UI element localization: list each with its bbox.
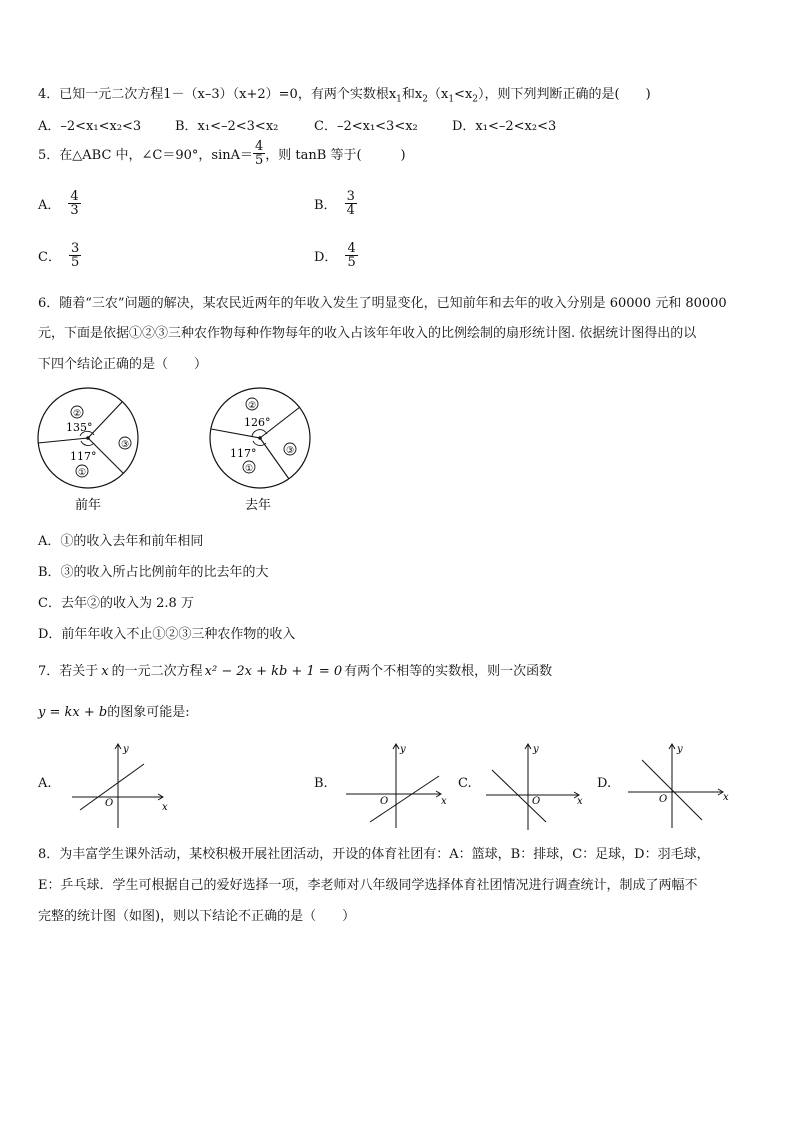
pie1-label-2: ②	[72, 409, 82, 419]
q6-option-d[interactable]: D．前年年收入不止①②③三种农作物的收入	[38, 627, 296, 642]
svg-text:O: O	[659, 794, 668, 805]
q6-option-c[interactable]: C．去年②的收入为 2.8 万	[38, 596, 194, 611]
pie-chart-last-year-before	[38, 388, 138, 513]
svg-text:y: y	[533, 744, 539, 755]
q5-fraction: $\frac{4}{5}$	[255, 139, 264, 168]
q4-option-d[interactable]: D．x₁<–2<x₂<3	[452, 119, 557, 134]
q6-number: 6．	[38, 296, 60, 311]
q5-stem: 5． 在△ABC 中，∠C＝90°，sinA＝ $\frac{4}{5}$ ，则 tanB 等于( )	[38, 139, 406, 168]
q7-stem-2: y = kx + b的图象可能是:	[38, 705, 190, 720]
q8-number: 8．	[38, 847, 60, 862]
q7-graph-a[interactable]	[66, 740, 176, 832]
pie-chart-last-year	[210, 388, 310, 513]
q7-graph-d[interactable]	[622, 740, 734, 832]
pie2-angle-top: 126°	[244, 416, 271, 429]
q6-option-b[interactable]: B．③的收入所占比例前年的比去年的大	[38, 565, 269, 580]
pie2-angle-bottom: 117°	[230, 447, 257, 460]
q7-equation: x² − 2x + kb + 1 = 0	[204, 664, 343, 679]
q7-option-d-label[interactable]: D.	[597, 776, 612, 791]
q7-option-b-label[interactable]: B.	[314, 776, 328, 791]
pie2-caption: 去年	[244, 498, 272, 513]
svg-text:O: O	[105, 798, 114, 809]
q6-line3: 下四个结论正确的是（ ）	[38, 357, 208, 372]
q4-number: 4．	[38, 87, 60, 102]
q7-graph-b[interactable]	[340, 740, 452, 832]
svg-text:O: O	[532, 796, 541, 807]
svg-text:x: x	[162, 802, 168, 813]
svg-text:x: x	[577, 796, 583, 807]
svg-text:y: y	[123, 744, 129, 755]
q6-line1: 6．随着“三农”问题的解决，某农民近两年的年收入发生了明显变化，已知前年和去年的收入分别是 60000 元和 80000	[38, 296, 727, 311]
q5-option-d[interactable]: D． $\frac{4}{5}$	[314, 241, 356, 270]
pie1-angle-top: 135°	[66, 421, 93, 434]
q8-line3: 完整的统计图（如图)，则以下结论不正确的是（ ）	[38, 909, 356, 924]
pie1-caption: 前年	[74, 498, 102, 513]
svg-text:O: O	[380, 796, 389, 807]
q7-stem: 7．若关于 x 的一元二次方程 x² − 2x + kb + 1 = 0 有两个不相等的实数根，则一次函数	[38, 664, 553, 679]
pie1-label-1: ①	[77, 468, 87, 478]
svg-text:y: y	[400, 744, 406, 755]
q5-option-b[interactable]: B． $\frac{3}{4}$	[314, 189, 355, 218]
q6-pie-charts	[30, 385, 330, 515]
svg-text:x: x	[441, 796, 447, 807]
q7-number: 7．	[38, 664, 60, 679]
q4-option-c[interactable]: C．–2<x₁<3<x₂	[314, 119, 418, 134]
svg-text:y: y	[677, 744, 683, 755]
q7-option-c-label[interactable]: C.	[458, 776, 472, 791]
q4-option-a[interactable]: A．–2<x₁<x₂<3	[38, 119, 142, 134]
q5-option-a[interactable]: A． $\frac{4}{3}$	[38, 189, 79, 218]
q4-stem: 4．已知一元二次方程1－（x–3）（x+2）=0，有两个实数根$x_1$和$x_2(x_1<x_2)$，则下列判断正确的是( )	[38, 87, 651, 105]
q4-option-b[interactable]: B．x₁<–2<3<x₂	[175, 119, 279, 134]
q5-option-c[interactable]: C． $\frac{3}{5}$	[38, 241, 80, 270]
q7-option-a-label[interactable]: A.	[38, 776, 52, 791]
q8-line2: E：乒乓球．学生可根据自己的爱好选择一项，李老师对八年级同学选择体育社团情况进行调查统计，制成了两幅不	[38, 878, 698, 893]
q6-option-a[interactable]: A．①的收入去年和前年相同	[38, 534, 204, 549]
q8-line1: 8．为丰富学生课外活动，某校积极开展社团活动，开设的体育社团有：A：篮球，B：排球，C：足球，D：羽毛球，	[38, 847, 710, 862]
pie1-label-3: ③	[120, 440, 130, 450]
q5-number: 5．	[38, 148, 60, 163]
pie1-angle-bottom: 117°	[70, 450, 97, 463]
q7-function: y = kx + b	[38, 705, 108, 720]
q6-line2: 元，下面是依据①②③三种农作物每种作物每年的收入占该年年收入的比例绘制的扇形统计图. 依据统计图得出的以	[38, 326, 697, 341]
pie2-label-3: ③	[285, 446, 295, 456]
q7-graph-c[interactable]	[482, 740, 592, 832]
pie2-label-2: ②	[247, 401, 257, 411]
svg-text:x: x	[723, 792, 729, 803]
pie2-label-1: ①	[244, 464, 254, 474]
